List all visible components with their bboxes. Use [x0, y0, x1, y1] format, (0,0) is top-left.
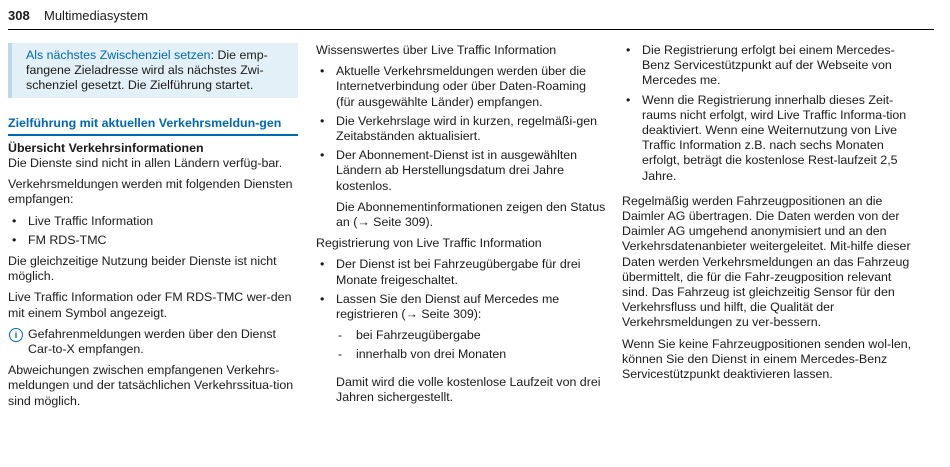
- column-left: [8, 43, 298, 415]
- list-item: • Die Verkehrslage wird in kurzen, regelmäßi-gen Zeitabständen aktualisiert.: [316, 114, 608, 144]
- list-item: • Der Abonnement-Dienst ist in ausgewählten Ländern ab Herstellungsdatum drei Jahre kostenlos.: [316, 148, 608, 194]
- abo-info: Die Abonnementinformationen zeigen den Status an (→ Seite 309).: [336, 199, 606, 230]
- column-middle: [316, 43, 608, 411]
- list-item: • Wenn die Registrierung innerhalb dieses Zeit-raums nicht erfolgt, wird Live Traffic Informa-tion deaktiviert. Wenn eine Weiternutzung von Live Traffic Information z.B. nach sechs Monaten erfolgt, beträgt die kostenlose Rest-laufzeit 2,5 Jahre.: [622, 93, 914, 184]
- registration-sublist: [336, 328, 608, 362]
- list-item: • FM RDS-TMC: [8, 233, 298, 248]
- chapter-title: Multimediasystem: [44, 8, 149, 23]
- receive-text: Verkehrsmeldungen werden mit folgenden Diensten empfangen:: [8, 177, 293, 207]
- list-item: • Live Traffic Information: [8, 214, 298, 229]
- info-note: [8, 327, 298, 357]
- registration-details-list: [622, 43, 914, 184]
- conclusion-text: Damit wird die volle kostenlose Laufzeit von drei Jahren sichergestellt.: [336, 374, 601, 404]
- list-item: • Die Registrierung erfolgt bei einem Mercedes-Benz Servicestützpunkt auf der Webseite von Mercedes me.: [622, 43, 914, 89]
- section-title: Zielführung mit aktuellen Verkehrsmeldun-gen: [8, 104, 298, 136]
- info-text: Gefahrenmeldungen werden über den Dienst Car-to-X empfangen.: [28, 326, 276, 357]
- list-item: - bei Fahrzeugübergabe: [336, 328, 608, 343]
- simultaneous-text: Die gleichzeitige Nutzung beider Dienste ist nicht möglich.: [8, 254, 277, 284]
- page-header: [8, 7, 934, 30]
- overview-text: Die Dienste sind nicht in allen Ländern verfüg-bar.: [8, 156, 283, 171]
- registration-list: [316, 257, 608, 322]
- services-list: [8, 214, 298, 248]
- live-traffic-list: [316, 64, 608, 194]
- note-link[interactable]: Als nächstes Zwischenziel setzen: [26, 48, 211, 62]
- position-data-text: Regelmäßig werden Fahrzeugpositionen an die Daimler AG übertragen. Die Daten werden von der Daimler AG umgehend anonymisiert und an den Verkehrsdatenanbieter weitergeleitet. Mit-hilfe dieser Daten werden Verkehrsmeldungen an das Fahrzeug übermittelt, die für die Fahr-zeugposition relevant sind. Das Fahrzeug ist gleichzeitig Sensor für den Verkehrsfluss und hilft, die Qualität der Verkehrsmeldungen zu ver-bessern.: [622, 193, 911, 330]
- deactivate-text: Wenn Sie keine Fahrzeugpositionen senden wol-len, können Sie den Dienst in einem Mercedes-Benz Servicestützpunkt deaktivieren lassen.: [622, 336, 912, 382]
- info-icon: i: [9, 328, 23, 342]
- symbol-text: Live Traffic Information oder FM RDS-TMC wer-den mit einem Symbol angezeigt.: [8, 290, 292, 320]
- column-right: [622, 43, 914, 388]
- page-number: 308: [8, 8, 30, 23]
- list-item: • Der Dienst ist bei Fahrzeugübergabe für drei Monate freigeschaltet.: [316, 257, 608, 287]
- overview-title: Übersicht Verkehrsinformationen: [8, 140, 204, 155]
- list-item: - innerhalb von drei Monaten: [336, 347, 608, 362]
- heading-registration: Registrierung von Live Traffic Information: [316, 236, 542, 251]
- heading-live-traffic: Wissenswertes über Live Traffic Information: [316, 43, 557, 57]
- deviation-text: Abweichungen zwischen empfangenen Verkehrs-meldungen und der tatsächlichen Verkehrssitua-tion sind möglich.: [8, 363, 294, 408]
- note-text: : Die emp-fangene Zieladresse wird als nächstes Zwi-schenziel gesetzt. Die Zielführung startet.: [26, 48, 268, 93]
- list-item: • Lassen Sie den Dienst auf Mercedes me registrieren (→ Seite 309):: [316, 292, 608, 322]
- list-item: • Aktuelle Verkehrsmeldungen werden über die Internetverbindung oder über Daten-Roaming (für ausgewählte Länder) empfangen.: [316, 64, 608, 110]
- highlight-note: [8, 43, 298, 98]
